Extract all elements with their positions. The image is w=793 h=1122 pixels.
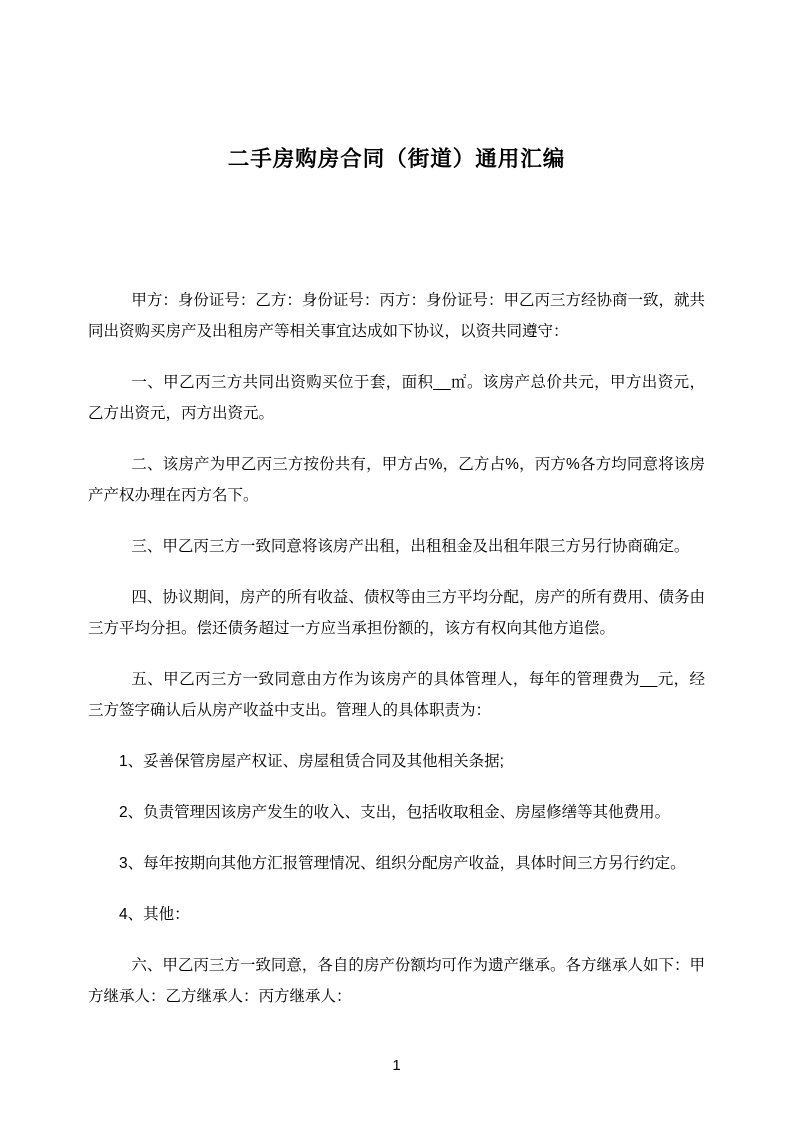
list-item-4: 4、其他：	[119, 906, 190, 923]
paragraph-intro: 甲方：身份证号：乙方：身份证号：丙方：身份证号：甲乙丙三方经协商一致，就共同出资购买房产及出租房产等相关事宜达成如下协议，以资共同遵守：	[88, 292, 705, 340]
list-item-3: 3、每年按期向其他方汇报管理情况、组织分配房产收益，具体时间三方另行约定。	[119, 855, 686, 872]
document-title: 二手房购房合同（街道）通用汇编	[227, 147, 566, 171]
paragraph-section-2: 二、该房产为甲乙丙三方按份共有，甲方占%，乙方占%，丙方%各方均同意将该房产产权办理在丙方名下。	[88, 456, 705, 504]
page-number: 1	[392, 1057, 401, 1074]
list-item-1: 1、妥善保管房屋产权证、房屋租赁合同及其他相关条据;	[119, 753, 504, 770]
paragraph-section-1: 一、甲乙丙三方共同出资购买位于套，面积__㎡。该房产总价共元，甲方出资元，乙方出资元，丙方出资元。	[88, 374, 705, 422]
paragraph-section-5: 五、甲乙丙三方一致同意由方作为该房产的具体管理人，每年的管理费为__元，经三方签字确认后从房产收益中支出。管理人的具体职责为：	[88, 671, 705, 719]
paragraph-section-4: 四、协议期间，房产的所有收益、债权等由三方平均分配，房产的所有费用、债务由三方平均分担。偿还债务超过一方应当承担份额的，该方有权向其他方追偿。	[88, 589, 705, 637]
paragraph-section-6: 六、甲乙丙三方一致同意，各自的房产份额均可作为遗产继承。各方继承人如下：甲方继承人：乙方继承人：丙方继承人：	[88, 957, 705, 1005]
list-item-2: 2、负责管理因该房产发生的收入、支出，包括收取租金、房屋修缮等其他费用。	[119, 804, 671, 821]
paragraph-section-3: 三、甲乙丙三方一致同意将该房产出租，出租租金及出租年限三方另行协商确定。	[131, 538, 690, 555]
